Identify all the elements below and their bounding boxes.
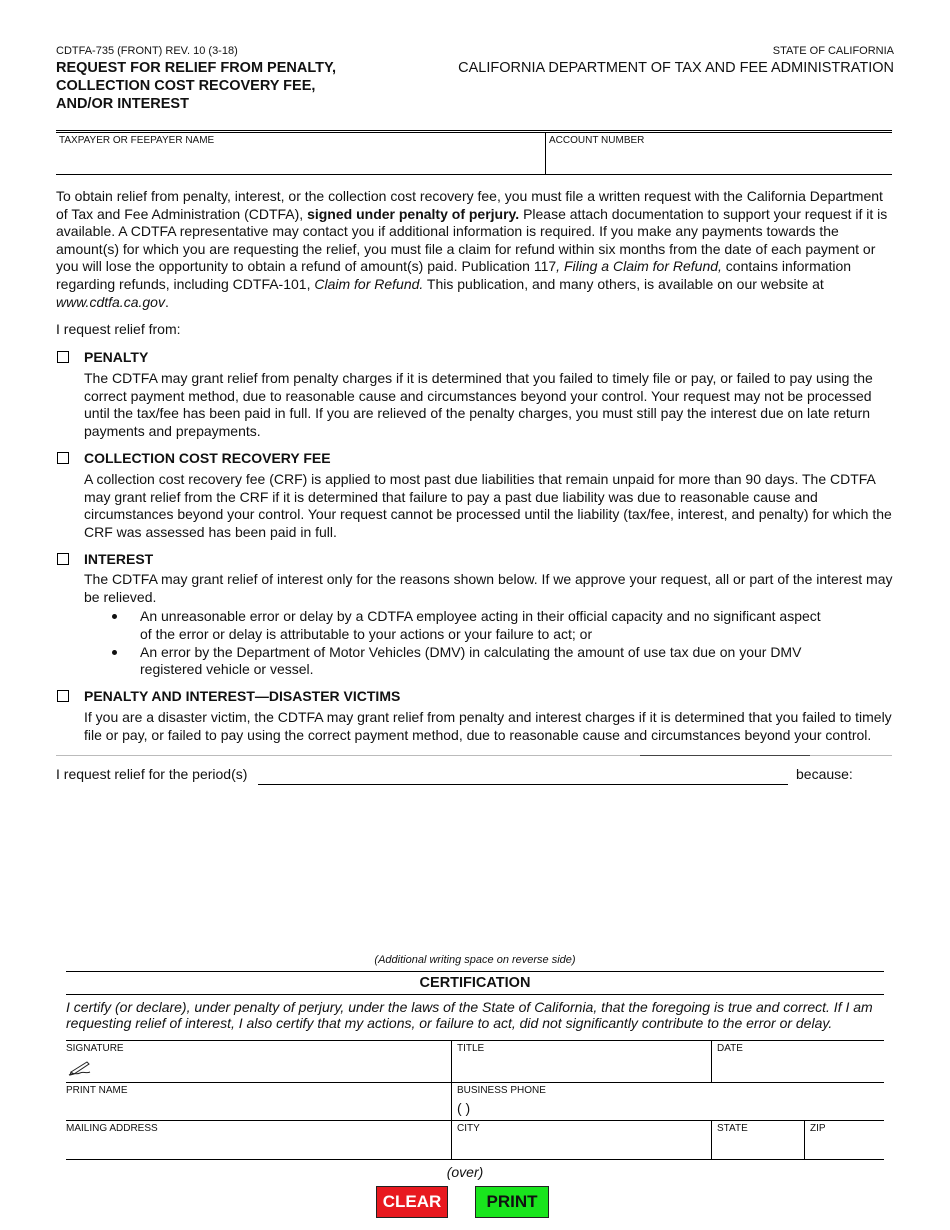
penalty-title: PENALTY: [84, 349, 149, 365]
disaster-checkbox[interactable]: [57, 690, 69, 702]
print-name-label: PRINT NAME: [66, 1085, 128, 1096]
table-row: [66, 1083, 884, 1121]
clear-button[interactable]: CLEAR: [376, 1186, 448, 1218]
certification-heading: CERTIFICATION: [66, 971, 884, 995]
title-field[interactable]: [451, 1041, 711, 1082]
form-title-line-2: COLLECTION COST RECOVERY FEE,: [56, 78, 316, 94]
certification-statement: I certify (or declare), under penalty of perjury, under the laws of the State of California, that the foregoing is true and correct. If I am requesting relief of interest, I also certify that my actions, or failure to act, did not significantly contribute to the error or delay.: [66, 999, 873, 1031]
divider: [640, 755, 810, 756]
table-row: [66, 1041, 884, 1083]
account-number-field[interactable]: [545, 133, 892, 174]
form-title: [56, 59, 396, 113]
title-label: TITLE: [457, 1043, 485, 1054]
list-item: [112, 644, 832, 679]
interest-reason-2: An error by the Department of Motor Vehicles (DMV) in calculating the amount of use tax due on your DMV registered vehicle or vessel.: [140, 643, 802, 678]
agency-name: CALIFORNIA DEPARTMENT OF TAX AND FEE ADMINISTRATION: [458, 60, 894, 76]
intro-claim-title: Claim for Refund.: [314, 275, 424, 292]
mailing-address-field[interactable]: [66, 1121, 451, 1159]
taxpayer-info-box: [56, 130, 892, 175]
taxpayer-name-field[interactable]: [56, 133, 545, 174]
intro-perjury-bold: signed under penalty of perjury.: [307, 205, 520, 222]
intro-pub-title: , Filing a Claim for Refund,: [556, 258, 722, 275]
penalty-checkbox[interactable]: [57, 351, 69, 363]
intro-text-1: To obtain relief from penalty, interest, or the collection cost recovery fee, you must file a written request with the California Department of Tax and Fee Administration (CDTFA),: [56, 188, 883, 222]
city-label: CITY: [457, 1123, 480, 1134]
zip-field[interactable]: [804, 1121, 884, 1159]
crf-description: A collection cost recovery fee (CRF) is applied to most past due liabilities that remain unpaid for more than 90 days. The CDTFA may grant relief from the CRF if it is determined that failure to pay a past due liability was due to reasonable cause and circumstances beyond your control. Your request cannot be processed until the liability (tax/fee, interest, and penalty) for which the CRF was assessed has been paid in full.: [84, 471, 892, 540]
interest-reasons-list: [112, 608, 832, 679]
state-label: STATE: [717, 1123, 748, 1134]
because-textarea[interactable]: [56, 792, 892, 952]
business-phone-field[interactable]: [451, 1083, 884, 1120]
print-button[interactable]: PRINT: [475, 1186, 549, 1218]
state-field[interactable]: [711, 1121, 804, 1159]
intro-paragraph: [56, 188, 896, 311]
intro-text-2: Please attach documentation to support your request if it is available. A CDTFA representative may contact you if additional information is required. If you make any payments towards the amount(s) for which you are requesting the relief, you must file a claim for refund within six months from the date of each payment or you will lose the opportunity to obtain a refund of amount(s) paid. Publication 117: [56, 205, 888, 275]
period-label: I request relief for the period(s): [56, 766, 248, 782]
bullet-icon: [112, 614, 117, 619]
date-field[interactable]: [711, 1041, 884, 1082]
additional-space-note: (Additional writing space on reverse side): [374, 954, 576, 966]
signature-grid: [66, 1040, 884, 1159]
print-name-field[interactable]: [66, 1083, 451, 1120]
interest-checkbox[interactable]: [57, 553, 69, 565]
form-number: CDTFA-735 (FRONT) REV. 10 (3-18): [56, 45, 238, 57]
zip-label: ZIP: [810, 1123, 826, 1134]
business-phone-label: BUSINESS PHONE: [457, 1085, 546, 1096]
bullet-icon: [112, 650, 117, 655]
table-row: [66, 1121, 884, 1160]
interest-reason-1: An unreasonable error or delay by a CDTFA employee acting in their official capacity and no significant aspect of the error or delay is attributable to your actions or your failure to act; or: [140, 608, 821, 642]
form-title-line-1: REQUEST FOR RELIEF FROM PENALTY,: [56, 60, 337, 76]
request-label: I request relief from:: [56, 321, 181, 337]
interest-title: INTEREST: [84, 551, 154, 567]
date-label: DATE: [717, 1043, 743, 1054]
form-title-line-3: AND/OR INTEREST: [56, 96, 189, 112]
taxpayer-name-label: TAXPAYER OR FEEPAYER NAME: [59, 135, 215, 146]
website-link[interactable]: www.cdtfa.ca.gov: [56, 293, 165, 310]
crf-checkbox[interactable]: [57, 452, 69, 464]
over-note: (over): [446, 1164, 484, 1180]
because-label: because:: [796, 766, 853, 782]
interest-description: The CDTFA may grant relief of interest only for the reasons shown below. If we approve your request, all or part of the interest may be relieved.: [84, 571, 893, 605]
signature-label: SIGNATURE: [66, 1043, 124, 1054]
period-input[interactable]: [258, 784, 788, 785]
account-number-label: ACCOUNT NUMBER: [549, 135, 645, 146]
city-field[interactable]: [451, 1121, 711, 1159]
state-name: STATE OF CALIFORNIA: [772, 45, 894, 57]
mailing-address-label: MAILING ADDRESS: [66, 1123, 158, 1134]
disaster-description: If you are a disaster victim, the CDTFA may grant relief from penalty and interest charges if it is determined that you failed to timely file or pay, or failed to pay using the correct payment method, due to reasonable cause and circumstances beyond your control.: [84, 709, 892, 743]
intro-text-3: contains information regarding refunds, including CDTFA-101,: [56, 258, 852, 292]
disaster-title: PENALTY AND INTEREST—DISASTER VICTIMS: [84, 688, 401, 704]
intro-text-end: .: [164, 293, 169, 310]
intro-text-4: This publication, and many others, is available on our website at: [423, 275, 824, 292]
pen-signature-icon: [68, 1058, 92, 1076]
list-item: [112, 608, 832, 643]
penalty-description: The CDTFA may grant relief from penalty charges if it is determined that you failed to timely file or pay, or failed to pay using the correct payment method, due to reasonable cause and circumstances beyond your control. Your request may not be processed until the tax/fee has been paid in full. If you are relieved of the penalty charges, you must still pay the interest due on late return payments and prepayments.: [84, 370, 873, 439]
signature-field[interactable]: [66, 1041, 451, 1082]
crf-title: COLLECTION COST RECOVERY FEE: [84, 450, 331, 466]
phone-area-code[interactable]: ( ): [457, 1100, 471, 1116]
